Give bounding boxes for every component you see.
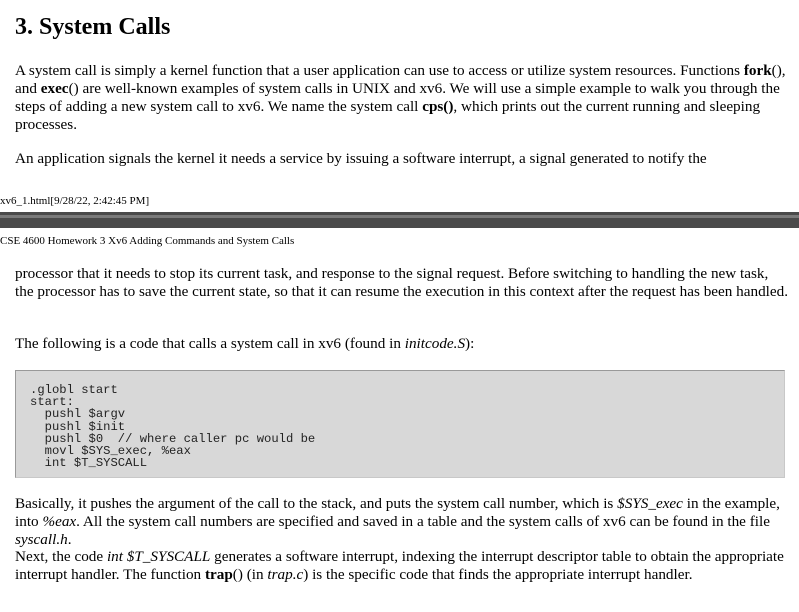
intro-text-4: , which prints out the current running and sleeping processes.: [15, 98, 761, 133]
exec-keyword: exec: [40, 80, 69, 97]
trap-text-2: generates a software interrupt, indexing the interrupt descriptor table to obtain the appropriate interrupt handler. The function: [15, 548, 784, 583]
code-block: [15, 370, 785, 478]
syscall-h-filename: syscall.h: [15, 531, 68, 548]
interrupt-paragraph: An application signals the kernel it needs a service by issuing a software interrupt, a signal generated to notify the: [15, 150, 707, 167]
code-intro-paragraph: [15, 335, 790, 353]
cps-keyword: cps(): [422, 98, 454, 115]
intro-text-3: () are well-known examples of system calls in UNIX and xv6. We will use a simple example to walk you through the steps of adding a new system call to xv6. We name the system call: [15, 80, 780, 115]
trap-paragraph: [15, 548, 790, 584]
trap-keyword: trap: [204, 566, 233, 583]
document-page-2: [0, 228, 799, 612]
code-listing: .globl start start: pushl $argv pushl $init pushl $0 // where caller pc would be movl $SYS_exec, %eax int $T_SYSCALL: [30, 383, 316, 471]
explanation-text-2: in the example, into: [15, 495, 780, 530]
intro-text-2: (), and: [15, 62, 786, 97]
code-intro-text-1: The following is a code that calls a system call in xv6 (found in: [15, 335, 405, 352]
explanation-text-3: . All the system call numbers are specified and saved in a table and the system calls of xv6 can be found in the file: [76, 513, 770, 530]
explanation-text-4: .: [67, 531, 72, 548]
int-syscall-instruction: int $T_SYSCALL: [106, 548, 211, 565]
intro-paragraph: [15, 62, 790, 134]
fork-keyword: fork: [743, 62, 772, 79]
page-break-divider: [0, 212, 799, 228]
intro-text-1: A system call is simply a kernel function that a user application can use to access or utilize system resources. Functions: [15, 62, 744, 79]
sys-exec-symbol: $SYS_exec: [617, 495, 683, 512]
trap-text-4: ) is the specific code that finds the appropriate interrupt handler.: [303, 566, 693, 583]
document-page-1: [0, 0, 799, 212]
trap-text-1: Next, the code: [15, 548, 107, 565]
eax-register: %eax: [42, 513, 77, 530]
trap-c-filename: trap.c: [267, 566, 304, 583]
page-header: CSE 4600 Homework 3 Xv6 Adding Commands and System Calls: [0, 235, 295, 247]
trap-text-3: () (in: [232, 566, 268, 583]
section-heading: 3. System Calls: [15, 14, 171, 40]
code-intro-text-2: ):: [465, 335, 475, 352]
initcode-filename: initcode.S: [404, 335, 466, 352]
explanation-paragraph: [15, 495, 790, 549]
page-footer: xv6_1.html[9/28/22, 2:42:45 PM]: [0, 195, 150, 207]
explanation-text-1: Basically, it pushes the argument of the call to the stack, and puts the system call number, which is: [15, 495, 618, 512]
continuation-paragraph: processor that it needs to stop its current task, and response to the signal request. Before switching to handling the new task, the processor has to save the current state, so that it can resume the execution in this context after the request has been handled.: [15, 265, 789, 300]
